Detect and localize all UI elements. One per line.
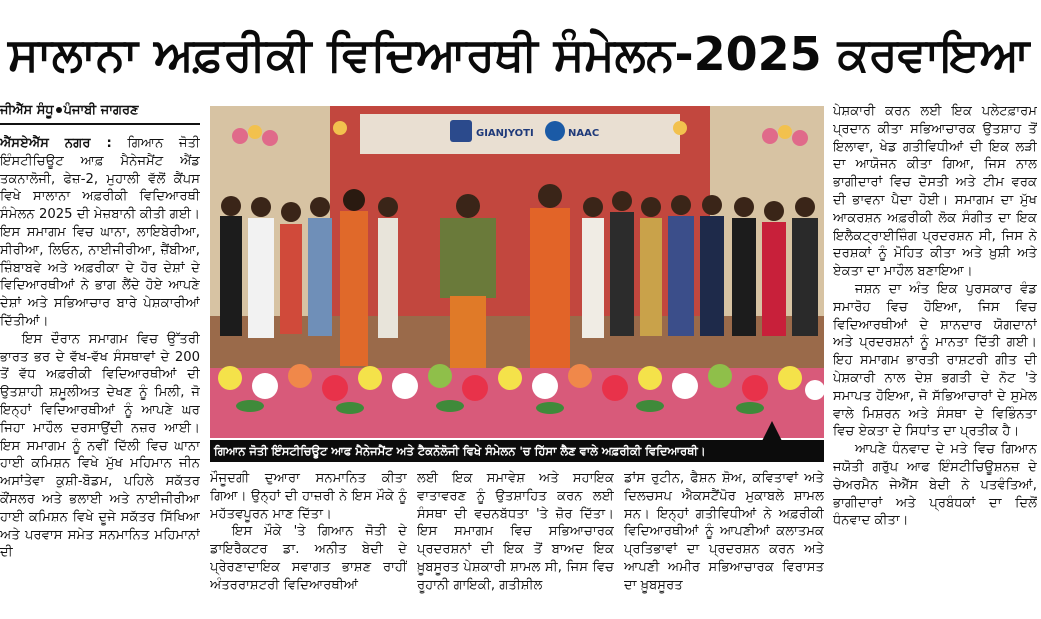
column-5-paragraph-1: ਪੇਸ਼ਕਾਰੀ ਕਰਨ ਲਈ ਇਕ ਪਲੇਟਫ਼ਾਰਮ ਪ੍ਰਦਾਨ ਕੀਤਾ ਸਭਿਆਚਾਰਕ ਉਤਸ਼ਾਹ ਤੋਂ ਇਲਾਵਾ, ਖੇਡ ਗਤੀਵਿਧੀਆਂ ਦੀ ਇਕ ਲੜੀ ਦਾ ਆਯੋਜਨ ਕੀਤਾ ਗਿਆ, ਜਿਸ ਨਾਲ ਭਾਗੀਦਾਰਾਂ ਵਿਚ ਦੋਸਤੀ ਅਤੇ ਟੀਮ ਵਰਕ ਦੀ ਭਾਵਨਾ ਪੈਦਾ ਹੋਈ। ਸਮਾਗਮ ਦਾ ਮੁੱਖ ਆਕਰਸ਼ਨ ਅਫ਼ਰੀਕੀ ਲੋਕ ਸੰਗੀਤ ਦਾ ਇਕ ਇਲੈਕਟ੍ਰਾਈਜ਼ਿੰਗ ਪ੍ਰਦਰਸ਼ਨ ਸੀ, ਜਿਸ ਨੇ ਦਰਸ਼ਕਾਂ ਨੂੰ ਮੋਹਿਤ ਕੀਤਾ ਅਤੇ ਖ਼ੁਸ਼ੀ ਅਤੇ ਏਕਤਾ ਦਾ ਮਾਹੌਲ ਬਣਾਇਆ। [833,104,1037,280]
naac-logo-icon [545,121,565,141]
column-4-paragraph-1: ਡਾਂਸ ਰੁਟੀਨ, ਫੈਸ਼ਨ ਸ਼ੋਅ, ਕਵਿਤਾਵਾਂ ਅਤੇ ਦਿਲਚਸਪ ਐਕਸਟੈਂਪੋਰ ਮੁਕਾਬਲੇ ਸ਼ਾਮਲ ਸਨ। ਇਨ੍ਹਾਂ ਗਤੀਵਿਧੀਆਂ ਨੇ ਅਫ਼ਰੀਕੀ ਵਿਦਿਆਰਥੀਆਂ ਨੂੰ ਆਪਣੀਆਂ ਕਲਾਤਮਕ ਪ੍ਰਤਿਭਾਵਾਂ ਦਾ ਪ੍ਰਦਰਸ਼ਨ ਕਰਨ ਅਤੇ ਆਪਣੀ ਅਮੀਰ ਸਭਿਆਚਾਰਕ ਵਿਰਾਸਤ ਦਾ ਖ਼ੂਬਸੂਰਤ [624,471,824,593]
gianjyoti-logo-text: GIANJYOTI [476,128,534,139]
article-column-3 [417,470,614,615]
byline-rule [0,123,200,125]
column-2-paragraph-2: ਇਸ ਮੌਕੇ 'ਤੇ ਗਿਆਨ ਜੋਤੀ ਦੇ ਡਾਇਰੈਕਟਰ ਡਾ. ਅਨੀਤ ਬੇਦੀ ਦੇ ਪ੍ਰੇਰਣਾਦਾਇਕ ਸਵਾਗਤ ਭਾਸ਼ਣ ਰਾਹੀਂ ਅੰਤਰਰਾਸ਼ਟਰੀ ਵਿਦਿਆਰਥੀਆਂ [210,524,407,593]
byline-separator-dot [56,107,62,113]
caption-arrow-icon [760,419,784,441]
article-column-4 [624,470,824,615]
event-photo-illustration [210,106,824,438]
column-3-paragraph-1: ਲਈ ਇਕ ਸਮਾਵੇਸ਼ ਅਤੇ ਸਹਾਇਕ ਵਾਤਾਵਰਣ ਨੂੰ ਉਤਸ਼ਾਹਿਤ ਕਰਨ ਲਈ ਸੰਸਥਾ ਦੀ ਵਚਨਬੱਧਤਾ 'ਤੇ ਜ਼ੋਰ ਦਿੱਤਾ। ਇਸ ਸਮਾਗਮ ਵਿਚ ਸਭਿਆਚਾਰਕ ਪ੍ਰਦਰਸ਼ਨਾਂ ਦੀ ਇਕ ਤੋਂ ਬਾਅਦ ਇਕ ਖ਼ੂਬਸੂਰਤ ਪੇਸ਼ਕਾਰੀ ਸ਼ਾਮਲ ਸੀ, ਜਿਸ ਵਿਚ ਰੂਹਾਨੀ ਗਾਇਕੀ, ਗਤੀਸ਼ੀਲ [417,471,614,593]
photo-caption: ਗਿਆਨ ਜੋਤੀ ਇੰਸਟੀਚਿਊਟ ਆਫ ਮੈਨੇਜਮੈਂਟ ਅਤੇ ਟੈਕਨੋਲੋਜੀ ਵਿਖੇ ਸੰਮੇਲਨ 'ਚ ਹਿੱਸਾ ਲੈਣ ਵਾਲੇ ਅਫ਼ਰੀਕੀ ਵਿਦਿਆਰਥੀ। [210,440,824,462]
column-1-paragraph-2: ਇਸ ਦੌਰਾਨ ਸਮਾਗਮ ਵਿਚ ਉੱਤਰੀ ਭਾਰਤ ਭਰ ਦੇ ਵੱਖ-ਵੱਖ ਸੰਸਥਾਵਾਂ ਦੇ 200 ਤੋਂ ਵੱਧ ਅਫ਼ਰੀਕੀ ਵਿਦਿਆਰਥੀਆਂ ਦੀ ਉਤਸ਼ਾਹੀ ਸ਼ਮੂਲੀਅਤ ਦੇਖਣ ਨੂੰ ਮਿਲੀ, ਜੋ ਇਨ੍ਹਾਂ ਵਿਦਿਆਰਥੀਆਂ ਨੂੰ ਆਪਣੇ ਘਰ ਜਿਹਾ ਮਾਹੌਲ ਦਰਸਾਉਂਦੀ ਨਜ਼ਰ ਆਈ। ਇਸ ਸਮਾਗਮ ਨੂੰ ਨਵੀਂ ਦਿੱਲੀ ਵਿਚ ਘਾਨਾ ਹਾਈ ਕਮਿਸ਼ਨ ਵਿਖੇ ਮੁੱਖ ਮਹਿਮਾਨ ਜੀਨ ਅਸਾਂਤੇਵਾ ਕੁਸ਼ੀ-ਬੋਡਮ, ਪਹਿਲੇ ਸਕੱਤਰ ਕੌਂਸਲਰ ਅਤੇ ਭਲਾਈ ਅਤੇ ਨਾਈਜੀਰੀਆ ਹਾਈ ਕਮਿਸ਼ਨ ਵਿਖੇ ਦੂਜੇ ਸਕੱਤਰ ਸਿੱਖਿਆ ਅਤੇ ਪਰਵਾਸ ਸਮੇਤ ਸਨਮਾਨਿਤ ਮਹਿਮਾਨਾਂ ਦੀ [0,331,200,561]
column-1-paragraph-1 [0,135,200,331]
column-5-paragraph-3: ਆਪਣੇ ਧੰਨਵਾਦ ਦੇ ਮਤੇ ਵਿਚ ਗਿਆਨ ਜਯੋਤੀ ਗਰੁੱਪ ਆਫ ਇੰਸਟੀਚਿਊਸ਼ਨਜ਼ ਦੇ ਚੇਅਰਮੈਨ ਜੇਐੱਸ ਬੇਦੀ ਨੇ ਪਤਵੰਤਿਆਂ, ਭਾਗੀਦਾਰਾਂ ਅਤੇ ਪ੍ਰਬੰਧਕਾਂ ਦਾ ਦਿਲੋਂ ਧੰਨਵਾਦ ਕੀਤਾ। [833,442,1037,529]
headline: ਸਾਲਾਨਾ ਅਫ਼ਰੀਕੀ ਵਿਦਿਆਰਥੀ ਸੰਮੇਲਨ-2025 ਕਰਵਾਇਆ [8,27,1030,81]
byline-publication: ਪੰਜਾਬੀ ਜਾਗਰਣ [63,103,139,118]
article-column-2 [210,470,407,615]
article-column-5 [833,103,1037,615]
event-photo [210,106,824,438]
gianjyoti-logo-icon [450,120,472,142]
dateline: ਐੱਸਏਐੱਸ ਨਗਰ : [0,136,112,151]
byline-author: ਜੀਐੱਸ ਸੰਧੂ [0,103,54,118]
column-2-paragraph-1: ਮੌਜੂਦਗੀ ਦੁਆਰਾ ਸਨਮਾਨਿਤ ਕੀਤਾ ਗਿਆ। ਉਨ੍ਹਾਂ ਦੀ ਹਾਜ਼ਰੀ ਨੇ ਇਸ ਮੌਕੇ ਨੂੰ ਮਹੱਤਵਪੂਰਨ ਮਾਣ ਦਿੱਤਾ। [210,471,407,522]
naac-logo-text: NAAC [568,128,600,139]
column-1-paragraph-1-text: ਗਿਆਨ ਜੋਤੀ ਇੰਸਟੀਚਿਊਟ ਆਫ਼ ਮੈਨੇਜਮੈਂਟ ਐਂਡ ਤਕਨਾਲੋਜੀ, ਫੇਜ਼-2, ਮੁਹਾਲੀ ਵੱਲੋਂ ਕੈਂਪਸ ਵਿਖੇ ਸਾਲਾਨਾ ਅਫ਼ਰੀਕੀ ਵਿਦਿਆਰਥੀ ਸੰਮੇਲਨ 2025 ਦੀ ਮੇਜ਼ਬਾਨੀ ਕੀਤੀ ਗਈ। ਇਸ ਸਮਾਗਮ ਵਿਚ ਘਾਨਾ, ਲਾਇਬੇਰੀਆ, ਸੀਰੀਆ, ਲਿਓਨ, ਨਾਈਜੀਰੀਆ, ਜ਼ੈਂਬੀਆ, ਜ਼ਿੰਬਾਬਵੇ ਅਤੇ ਅਫ਼ਰੀਕਾ ਦੇ ਹੋਰ ਦੇਸ਼ਾਂ ਦੇ ਵਿਦਿਆਰਥੀਆਂ ਨੇ ਭਾਗ ਲੈਂਦੇ ਹੋਏ ਆਪਣੇ ਦੇਸ਼ਾਂ ਅਤੇ ਸਭਿਆਚਾਰ ਬਾਰੇ ਪੇਸ਼ਕਾਰੀਆਂ ਦਿੱਤੀਆਂ। [0,136,200,329]
byline [0,100,200,122]
column-5-paragraph-2: ਜਸ਼ਨ ਦਾ ਅੰਤ ਇਕ ਪੁਰਸਕਾਰ ਵੰਡ ਸਮਾਰੋਹ ਵਿਚ ਹੋਇਆ, ਜਿਸ ਵਿਚ ਵਿਦਿਆਰਥੀਆਂ ਦੇ ਸ਼ਾਨਦਾਰ ਯੋਗਦਾਨਾਂ ਅਤੇ ਪ੍ਰਦਰਸ਼ਨਾਂ ਨੂੰ ਮਾਨਤਾ ਦਿੱਤੀ ਗਈ। ਇਹ ਸਮਾਗਮ ਭਾਰਤੀ ਰਾਸ਼ਟਰੀ ਗੀਤ ਦੀ ਪੇਸ਼ਕਾਰੀ ਨਾਲ ਦੇਸ਼ ਭਗਤੀ ਦੇ ਨੋਟ 'ਤੇ ਸਮਾਪਤ ਹੋਇਆ, ਜੋ ਸੱਭਿਆਚਾਰਾਂ ਦੇ ਸੁਮੇਲ ਵਾਲੇ ਮਿਸ਼ਰਨ ਅਤੇ ਸੰਸਥਾ ਦੇ ਵਿਭਿੰਨਤਾ ਵਿਚ ਏਕਤਾ ਦੇ ਸਿਧਾਂਤ ਦਾ ਪ੍ਰਤੀਕ ਹੈ। [833,281,1037,440]
article-column-1 [0,135,200,619]
